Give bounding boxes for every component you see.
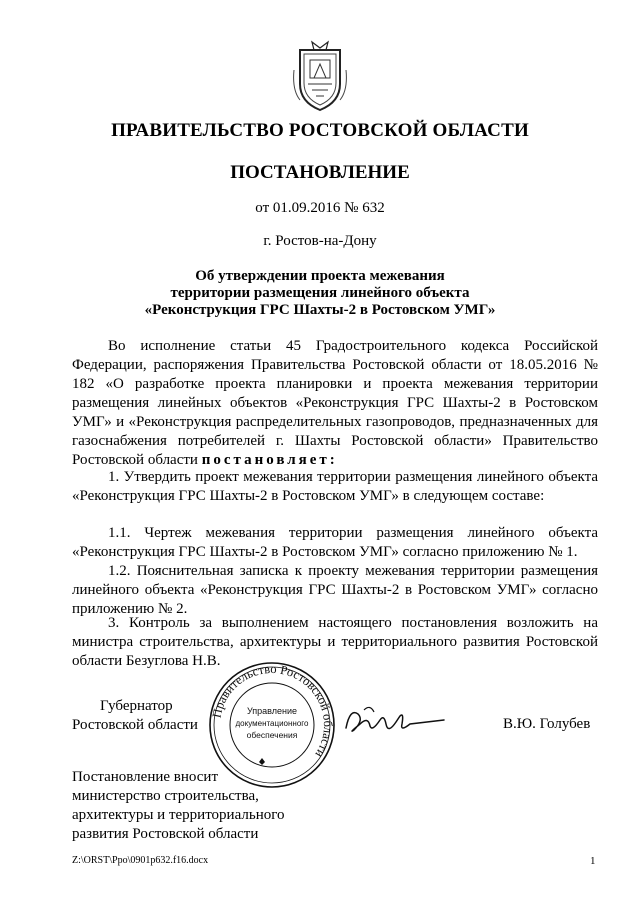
- seal-inner-line: Управление: [246, 706, 298, 716]
- signer-title-line: Губернатор: [100, 698, 173, 714]
- city: г. Ростов-на-Дону: [263, 233, 377, 249]
- item-1-2-text: 1.2. Пояснительная записка к проекту межевания территории размещения линейного объекта «Реконструкция ГРС Шахты-2 в Ростовском УМГ» согласно приложению № 2.: [72, 563, 598, 617]
- signature-image: [340, 700, 450, 740]
- item-1-1-text: 1.1. Чертеж межевания территории размещения линейного объекта «Реконструкция ГРС Шахты-2 в Ростовском УМГ» согласно приложению № 1.: [72, 525, 598, 560]
- intro-text: Во исполнение статьи 45 Градостроительного кодекса Российской Федерации, распоряжения Правительства Ростовской области от 18.05.2016 № 182 «О разработке проекта планировки и проекта межевания территории размещения линейных объектов «Реконструкция ГРС Шахты-2 в Ростовском УМГ» и «Реконструкция распределительных газопроводов, предназначенных для газоснабжения потребителей г. Шахты Ростовской области» Правительство Ростовской области: [72, 338, 598, 468]
- item-1: [72, 468, 598, 506]
- decree-word: постановляет:: [201, 452, 338, 468]
- seal-ring-text: Правительство Ростовской области: [209, 661, 336, 761]
- subject-line: Об утверждении проекта межевания: [195, 268, 445, 284]
- note-line: развития Ростовской области: [72, 826, 259, 842]
- seal-inner-line: обеспечения: [246, 730, 298, 740]
- note-line: министерство строительства,: [72, 788, 259, 804]
- item-1-1: [72, 524, 598, 562]
- item-1-text: 1. Утвердить проект межевания территории размещения линейного объекта «Реконструкция ГРС Шахты-2 в Ростовском УМГ» в следующем составе:: [72, 469, 598, 504]
- organization-heading: ПРАВИТЕЛЬСТВО РОСТОВСКОЙ ОБЛАСТИ: [111, 120, 529, 141]
- coat-of-arms-icon: [292, 40, 348, 114]
- submitted-by-note: [72, 768, 292, 844]
- signer-name: В.Ю. Голубев: [503, 716, 591, 732]
- page-number: 1: [590, 855, 596, 867]
- note-line: Постановление вносит: [72, 769, 219, 785]
- signer-title-line: Ростовской области: [72, 717, 198, 733]
- seal-inner-line: документационного: [235, 719, 309, 728]
- subject-title: [0, 268, 640, 319]
- footer-file-path: Z:\ORST\Ppo\0901p632.f16.docx: [72, 855, 209, 866]
- date-number: от 01.09.2016 № 632: [255, 200, 385, 216]
- subject-line: «Реконструкция ГРС Шахты-2 в Ростовском УМГ»: [144, 302, 496, 318]
- intro-paragraph: [72, 337, 598, 470]
- subject-line: территории размещения линейного объекта: [170, 285, 470, 301]
- item-3-text: 3. Контроль за выполнением настоящего постановления возложить на министра строительства, архитектуры и территориального развития Ростовской области Безуглова Н.В.: [72, 615, 598, 669]
- item-1-2: [72, 562, 598, 619]
- document-type-heading: ПОСТАНОВЛЕНИЕ: [230, 162, 410, 183]
- signer-title: [72, 697, 202, 735]
- note-line: архитектуры и территориального: [72, 807, 285, 823]
